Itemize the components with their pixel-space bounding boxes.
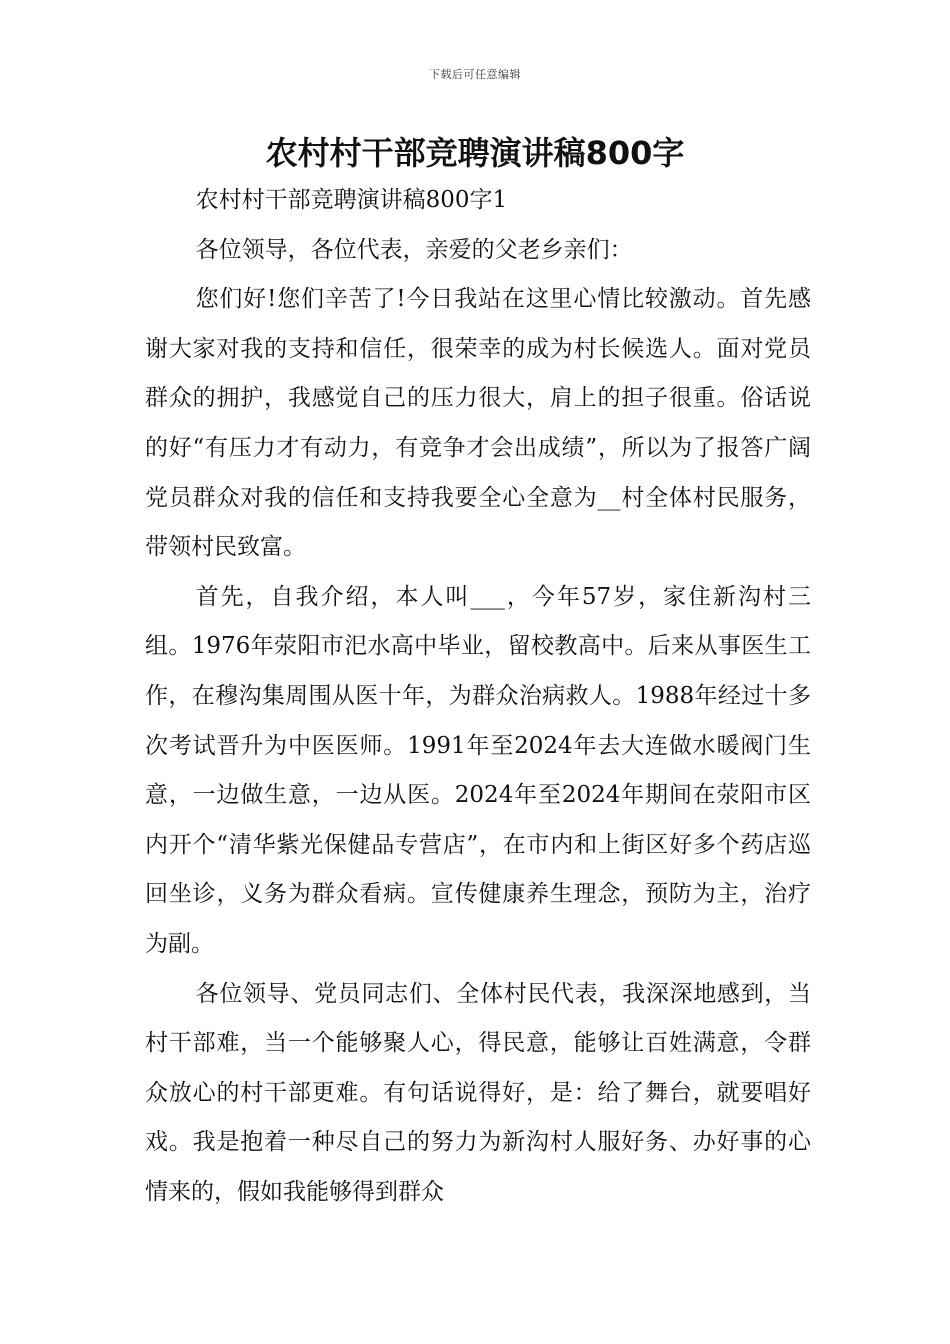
body-paragraph: 各位领导、党员同志们、全体村民代表，我深深地感到，当村干部难，当一个能够聚人心，得民意，能够让百姓满意，令群众放心的村干部更难。有句话说得好，是：给了舞台，就要唱好戏。我是抱着一种尽自己的努力为新沟村人服好务、办好事的心情来的，假如我能够得到群众 [145,980,811,1205]
document-title: 农村村干部竞聘演讲稿800字 [265,134,685,172]
body-paragraph: 首先，自我介绍，本人叫___，今年57岁，家住新沟村三组。1976年荥阳市汜水高中毕业，留校教高中。后来从事医生工作，在穆沟集周围从医十年，为群众治病救人。1988年经过十多次考试晋升为中医医师。1991年至2024年去大连做水暖阀门生意，一边做生意，一边从医。2024年至2024年期间在荥阳市区内开个“清华紫光保健品专营店”，在市内和上街区好多个药店巡回坐诊，义务为群众看病。宣传健康养生理念，预防为主，治疗为副。 [145,583,811,957]
document-body [145,176,811,1217]
page-header-note: 下载后可任意编辑 [429,68,521,81]
salutation-paragraph: 各位领导，各位代表，亲爱的父老乡亲们： [195,236,633,263]
subtitle-paragraph: 农村村干部竞聘演讲稿800字1 [195,187,508,213]
body-paragraph: 您们好!您们辛苦了!今日我站在这里心情比较激动。首先感谢大家对我的支持和信任，很荣幸的成为村长候选人。面对党员群众的拥护，我感觉自己的压力很大，肩上的担子很重。俗话说的好“有压力才有动力，有竞争才会出成绩”，所以为了报答广阔党员群众对我的信任和支持我要全心全意为__村全体村民服务，带领村民致富。 [145,286,811,561]
